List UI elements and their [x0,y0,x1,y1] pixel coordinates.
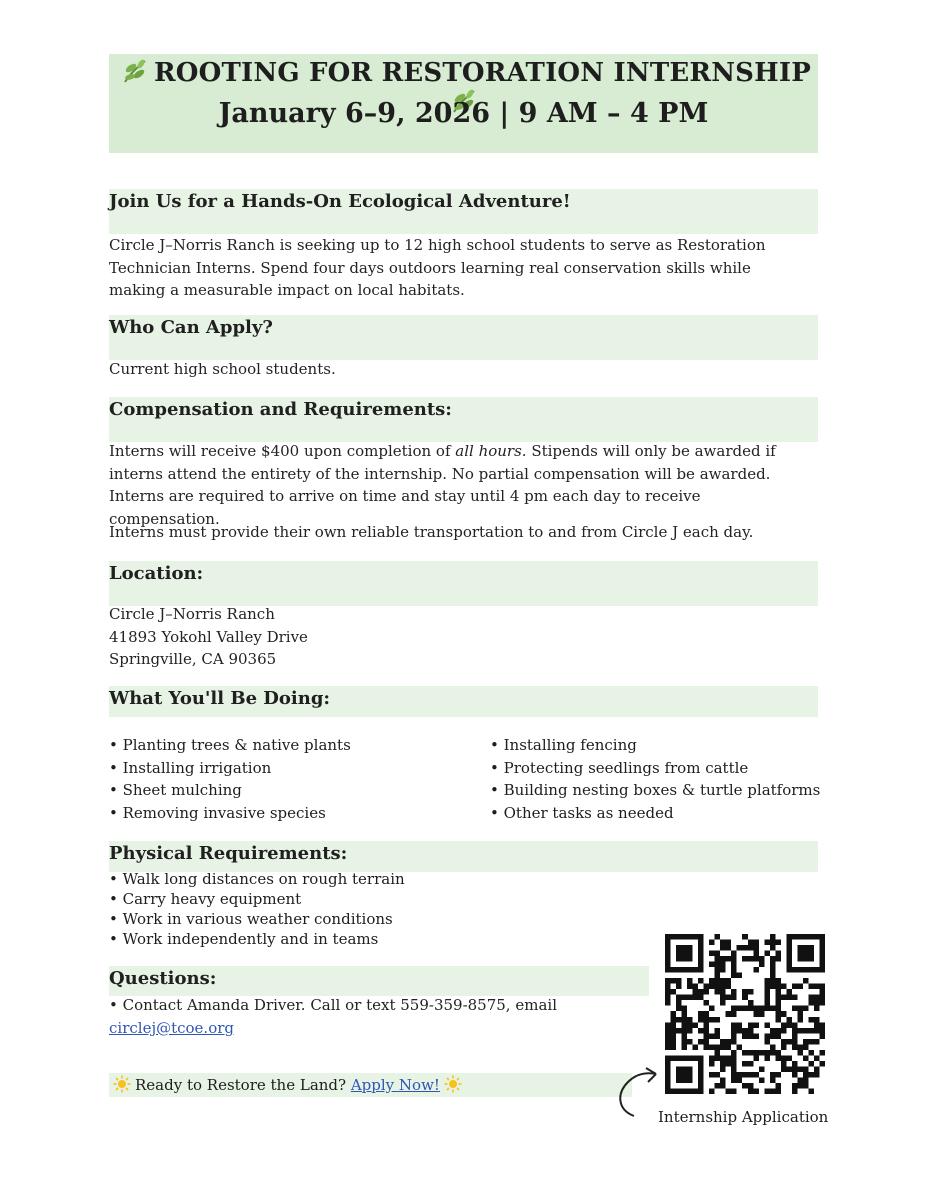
compensation-emphasis: all hours. [455,442,527,460]
section-header-duties [109,686,818,717]
qr-code-icon[interactable] [665,934,825,1094]
eligibility-heading: Who Can Apply? [109,317,273,338]
leaf-icon [122,58,148,84]
title-banner [109,54,818,153]
intro-body: Circle J–Norris Ranch is seeking up to 12 high school students to serve as Restoration Technician Interns. Spend four days outdoors learning real conservation skills while making a measurable impact on local habitats. [109,236,766,299]
list-item: • Work in various weather conditions [109,910,393,928]
section-header-intro [109,189,818,234]
section-header-eligibility [109,315,818,360]
section-header-physical [109,841,818,872]
compensation-paragraph [109,440,809,530]
list-item: • Building nesting boxes & turtle platforms [490,781,821,799]
list-item: • Planting trees & native plants [109,736,351,754]
compensation-text-start: Interns will receive $400 upon completion of [109,442,456,460]
transportation-paragraph [109,521,809,544]
list-item: • Installing fencing [490,736,637,754]
list-item: • Removing invasive species [109,803,326,822]
address-line-3: Springville, CA 90365 [109,650,277,668]
list-item: • Carry heavy equipment [109,890,302,908]
eligibility-paragraph [109,358,809,381]
physical-list [109,869,405,949]
section-header-location [109,561,818,606]
list-item: • Protecting seedlings from cattle [490,758,749,777]
contact-text: • Contact Amanda Driver. Call or text 559-359-8575, email [109,996,557,1014]
eligibility-body: Current high school students. [109,360,336,378]
compensation-body [109,440,809,530]
address-line-2: 41893 Yokohl Valley Drive [109,627,308,646]
questions-line [109,994,669,1039]
email-link[interactable]: circlej@tcoe.org [109,1018,235,1037]
call-to-action [109,1073,632,1097]
cta-text: Ready to Restore the Land? [135,1076,351,1094]
physical-heading: Physical Requirements: [109,843,348,864]
list-item: • Other tasks as needed [490,803,674,822]
banner-dates: January 6–9, 2026 | 9 AM – 4 PM [218,98,709,129]
sun-icon [444,1075,462,1093]
intro-heading: Join Us for a Hands-On Ecological Adventure! [109,191,571,212]
duties-list-left [109,734,351,824]
location-heading: Location: [109,563,204,584]
compensation-text-end: Stipends will only be awarded if interns attend the entirety of the internship. No partial compensation will be awarded. Interns are required to arrive on time and stay until 4 pm each day to receive compensation. [109,442,776,528]
address-line-1: Circle J–Norris Ranch [109,605,275,623]
banner-title: ROOTING FOR RESTORATION INTERNSHIP [153,58,812,88]
section-header-questions [109,966,649,996]
section-header-compensation [109,397,818,442]
list-item: • Installing irrigation [109,758,272,777]
duties-heading: What You'll Be Doing: [109,688,331,709]
list-item: • Sheet mulching [109,781,242,799]
location-address [109,603,809,671]
transportation-body: Interns must provide their own reliable transportation to and from Circle J each day. [109,523,754,541]
qr-caption: Internship Application [658,1108,829,1126]
sun-icon [113,1075,131,1093]
compensation-heading: Compensation and Requirements: [109,399,452,420]
duties-list-right [490,734,820,824]
questions-heading: Questions: [109,968,217,989]
apply-now-link[interactable]: Apply Now! [350,1076,440,1094]
list-item: • Walk long distances on rough terrain [109,870,405,888]
intro-paragraph [109,234,809,302]
list-item: • Work independently and in teams [109,930,379,948]
